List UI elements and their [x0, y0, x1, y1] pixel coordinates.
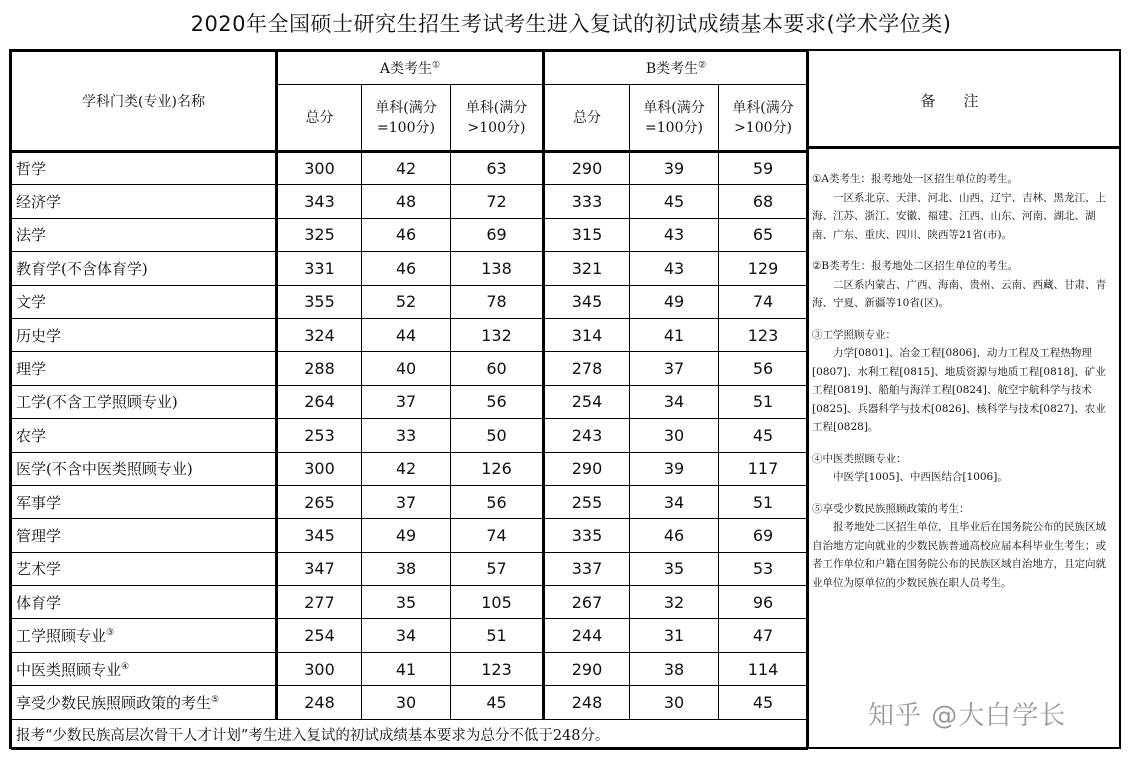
a-score-cell: 132 — [451, 318, 544, 351]
subject-name: 中医类照顾专业 — [16, 660, 122, 679]
a-score-cell: 345 — [277, 519, 362, 552]
a-total-header: 总分 — [277, 85, 362, 152]
notes-panel — [812, 170, 1115, 605]
b-score-cell: 255 — [544, 485, 630, 518]
subject-cell — [12, 352, 277, 385]
a-score-cell: 74 — [451, 519, 544, 552]
b-score-cell: 32 — [630, 586, 719, 619]
subject-name: 哲学 — [16, 160, 47, 179]
b-score-cell: 53 — [719, 552, 808, 585]
a-score-cell: 56 — [451, 485, 544, 518]
group-b-label: B类考生 — [645, 61, 699, 77]
b-score-cell: 30 — [630, 686, 719, 719]
group-a-label: A类考生 — [379, 61, 433, 77]
a-score-cell: 126 — [451, 452, 544, 485]
a-score-cell: 44 — [362, 318, 451, 351]
b-score-cell: 34 — [630, 485, 719, 518]
table-row — [12, 185, 808, 218]
subject-footnote-mark: ④ — [121, 661, 130, 672]
a-score-cell: 254 — [277, 619, 362, 652]
b-score-cell: 43 — [630, 252, 719, 285]
subject-name: 医学(不含中医类照顾专业) — [16, 460, 193, 479]
b-score-cell: 51 — [719, 485, 808, 518]
table-row — [12, 285, 808, 318]
subject-name: 理学 — [16, 360, 47, 379]
b-score-cell: 38 — [630, 652, 719, 685]
subject-name: 工学照顾专业 — [16, 627, 107, 646]
a-score-cell: 50 — [451, 419, 544, 452]
b-score-cell: 243 — [544, 419, 630, 452]
subject-cell — [12, 419, 277, 452]
a-score-cell: 347 — [277, 552, 362, 585]
a-score-cell: 42 — [362, 152, 451, 185]
a-score-cell: 324 — [277, 318, 362, 351]
subject-name: 工学(不含工学照顾专业) — [16, 393, 178, 412]
b-score-cell: 114 — [719, 652, 808, 685]
subject-name: 历史学 — [16, 326, 62, 345]
subject-cell — [12, 285, 277, 318]
subject-column-header: 学科门类(专业)名称 — [12, 52, 277, 152]
b-score-cell: 315 — [544, 218, 630, 251]
a-score-cell: 300 — [277, 652, 362, 685]
subject-cell — [12, 519, 277, 552]
table-row — [12, 452, 808, 485]
a-score-cell: 138 — [451, 252, 544, 285]
note-body: 一区系北京、天津、河北、山西、辽宁、吉林、黑龙江、上海、江苏、浙江、安徽、福建、江西、山东、河南、湖北、湖南、广东、重庆、四川、陕西等21省(市)。 — [812, 191, 1106, 241]
table-row — [12, 318, 808, 351]
table-row — [12, 385, 808, 418]
b-score-cell: 45 — [719, 419, 808, 452]
note-body: 中医学[1005]、中西医结合[1006]。 — [833, 471, 1008, 483]
a-score-cell: 41 — [362, 652, 451, 685]
note-heading: ①A类考生：报考地处一区招生单位的考生。 — [812, 173, 1018, 185]
subject-cell — [12, 485, 277, 518]
b-single-over100-header: 单科(满分>100分) — [719, 85, 808, 152]
b-single-100-header: 单科(满分=100分) — [630, 85, 719, 152]
note-body: 报考地处二区招生单位，且毕业后在国务院公布的民族区域自治地方定向就业的少数民族普通高校应届本科毕业生考生；或者工作单位和户籍在国务院公布的民族区域自治地方，且定向就业单位为原单位的少数民族在职人员考生。 — [812, 521, 1106, 589]
note-heading: ②B类考生：报考地处二区招生单位的考生。 — [812, 260, 1019, 272]
b-score-cell: 117 — [719, 452, 808, 485]
document-title: 2020年全国硕士研究生招生考试考生进入复试的初试成绩基本要求(学术学位类) — [190, 12, 952, 36]
a-score-cell: 40 — [362, 352, 451, 385]
a-score-cell: 35 — [362, 586, 451, 619]
a-score-cell: 123 — [451, 652, 544, 685]
notes-divider — [806, 51, 809, 747]
subject-name: 军事学 — [16, 493, 62, 512]
subject-cell — [12, 452, 277, 485]
b-score-cell: 129 — [719, 252, 808, 285]
subject-name: 艺术学 — [16, 560, 62, 579]
b-score-cell: 123 — [719, 318, 808, 351]
b-score-cell: 34 — [630, 385, 719, 418]
b-score-cell: 31 — [630, 619, 719, 652]
a-score-cell: 33 — [362, 419, 451, 452]
table-row — [12, 619, 808, 652]
a-score-cell: 48 — [362, 185, 451, 218]
subject-cell — [12, 152, 277, 185]
a-score-cell: 288 — [277, 352, 362, 385]
subject-name: 法学 — [16, 226, 47, 245]
b-score-cell: 51 — [719, 385, 808, 418]
note-body: 力学[0801]、冶金工程[0806]、动力工程及工程热物理[0807]、水利工程[0815]、地质资源与地质工程[0818]、矿业工程[0819]、船舶与海洋工程[0824]、航空宇航科学与技术[0825]、兵器科学与技术[0826]、核科学与技术[0827]、农业工程[0828]。 — [812, 347, 1106, 433]
b-score-cell: 30 — [630, 419, 719, 452]
a-score-cell: 45 — [451, 686, 544, 719]
a-score-cell: 69 — [451, 218, 544, 251]
a-score-cell: 38 — [362, 552, 451, 585]
a-score-cell: 46 — [362, 218, 451, 251]
b-score-cell: 290 — [544, 652, 630, 685]
subject-footnote-mark: ⑤ — [211, 694, 220, 705]
subject-name: 享受少数民族照顾政策的考生 — [16, 693, 212, 712]
a-score-cell: 264 — [277, 385, 362, 418]
subject-name: 经济学 — [16, 193, 62, 212]
a-score-cell: 42 — [362, 452, 451, 485]
a-score-cell: 51 — [451, 619, 544, 652]
a-score-cell: 60 — [451, 352, 544, 385]
b-score-cell: 333 — [544, 185, 630, 218]
b-score-cell: 65 — [719, 218, 808, 251]
note-heading: ③工学照顾专业： — [812, 328, 896, 341]
subject-cell — [12, 252, 277, 285]
subject-cell — [12, 318, 277, 351]
b-score-cell: 248 — [544, 686, 630, 719]
b-score-cell: 96 — [719, 586, 808, 619]
b-total-header: 总分 — [544, 85, 630, 152]
a-score-cell: 57 — [451, 552, 544, 585]
subject-cell — [12, 552, 277, 585]
note-heading: ④中医类照顾专业： — [812, 452, 907, 465]
table-row — [12, 686, 808, 719]
notes-header: 备注 — [808, 51, 1119, 149]
table-body — [12, 152, 808, 720]
b-score-cell: 321 — [544, 252, 630, 285]
b-score-cell: 37 — [630, 352, 719, 385]
a-score-cell: 300 — [277, 452, 362, 485]
a-score-cell: 253 — [277, 419, 362, 452]
b-score-cell: 43 — [630, 218, 719, 251]
subject-cell — [12, 586, 277, 619]
b-score-cell: 290 — [544, 452, 630, 485]
a-score-cell: 52 — [362, 285, 451, 318]
note-heading: ⑤享受少数民族照顾政策的考生： — [812, 502, 970, 515]
a-score-cell: 331 — [277, 252, 362, 285]
b-score-cell: 39 — [630, 452, 719, 485]
a-score-cell: 265 — [277, 485, 362, 518]
table-row — [12, 652, 808, 685]
a-score-cell: 49 — [362, 519, 451, 552]
table-row — [12, 485, 808, 518]
group-b-mark: ② — [698, 60, 707, 71]
b-score-cell: 45 — [630, 185, 719, 218]
table-row — [12, 519, 808, 552]
subject-name: 管理学 — [16, 526, 62, 545]
a-score-cell: 72 — [451, 185, 544, 218]
b-score-cell: 49 — [630, 285, 719, 318]
note-body: 二区系内蒙古、广西、海南、贵州、云南、西藏、甘肃、青海、宁夏、新疆等10省(区)。 — [812, 278, 1106, 309]
b-score-cell: 267 — [544, 586, 630, 619]
a-score-cell: 248 — [277, 686, 362, 719]
a-score-cell: 37 — [362, 385, 451, 418]
subject-cell — [12, 385, 277, 418]
b-score-cell: 254 — [544, 385, 630, 418]
a-score-cell: 34 — [362, 619, 451, 652]
note-block — [812, 500, 1115, 593]
b-score-cell: 45 — [719, 686, 808, 719]
watermark: 知乎 @大白学长 — [868, 701, 1067, 731]
b-score-cell: 337 — [544, 552, 630, 585]
group-b-header — [544, 52, 808, 85]
subject-name: 教育学(不含体育学) — [16, 259, 148, 278]
table-row — [12, 352, 808, 385]
subject-cell — [12, 619, 277, 652]
b-score-cell: 69 — [719, 519, 808, 552]
a-score-cell: 37 — [362, 485, 451, 518]
table-row — [12, 586, 808, 619]
a-score-cell: 30 — [362, 686, 451, 719]
table-row — [12, 552, 808, 585]
group-a-header — [277, 52, 544, 85]
subject-cell — [12, 185, 277, 218]
b-score-cell: 244 — [544, 619, 630, 652]
subject-name: 体育学 — [16, 593, 62, 612]
b-score-cell: 39 — [630, 152, 719, 185]
note-block — [812, 170, 1115, 244]
subject-name: 文学 — [16, 293, 47, 312]
subject-cell — [12, 652, 277, 685]
b-score-cell: 314 — [544, 318, 630, 351]
b-score-cell: 345 — [544, 285, 630, 318]
a-score-cell: 105 — [451, 586, 544, 619]
b-score-cell: 290 — [544, 152, 630, 185]
a-score-cell: 56 — [451, 385, 544, 418]
a-score-cell: 343 — [277, 185, 362, 218]
a-single-100-header: 单科(满分=100分) — [362, 85, 451, 152]
table-row — [12, 218, 808, 251]
subject-cell — [12, 686, 277, 719]
note-block — [812, 257, 1115, 313]
b-score-cell: 35 — [630, 552, 719, 585]
b-score-cell: 56 — [719, 352, 808, 385]
table-row — [12, 252, 808, 285]
b-score-cell: 278 — [544, 352, 630, 385]
b-score-cell: 68 — [719, 185, 808, 218]
table-row — [12, 419, 808, 452]
b-score-cell: 46 — [630, 519, 719, 552]
subject-cell — [12, 218, 277, 251]
b-score-cell: 47 — [719, 619, 808, 652]
a-score-cell: 63 — [451, 152, 544, 185]
a-score-cell: 355 — [277, 285, 362, 318]
subject-footnote-mark: ③ — [106, 628, 115, 639]
footer-note: 报考“少数民族高层次骨干人才计划”考生进入复试的初试成绩基本要求为总分不低于248分。 — [12, 719, 808, 749]
b-score-cell: 59 — [719, 152, 808, 185]
a-score-cell: 325 — [277, 218, 362, 251]
b-score-cell: 74 — [719, 285, 808, 318]
a-score-cell: 277 — [277, 586, 362, 619]
note-block — [812, 326, 1115, 437]
a-score-cell: 300 — [277, 152, 362, 185]
table-row — [12, 152, 808, 185]
a-single-over100-header: 单科(满分>100分) — [451, 85, 544, 152]
group-a-mark: ① — [432, 60, 441, 71]
note-block — [812, 450, 1115, 487]
a-score-cell: 46 — [362, 252, 451, 285]
subject-name: 农学 — [16, 426, 47, 445]
score-table — [11, 51, 808, 750]
a-score-cell: 78 — [451, 285, 544, 318]
b-score-cell: 41 — [630, 318, 719, 351]
b-score-cell: 335 — [544, 519, 630, 552]
